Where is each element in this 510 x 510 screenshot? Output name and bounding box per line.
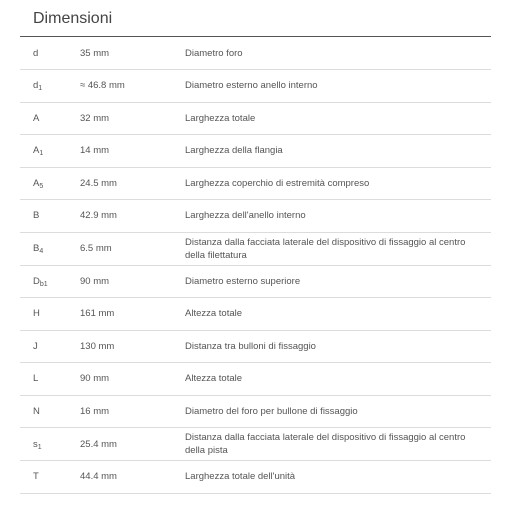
- dimension-symbol: [20, 232, 80, 265]
- dimension-value: 130 mm: [80, 330, 185, 363]
- dimensions-table: [20, 37, 491, 494]
- table-row: [20, 298, 491, 331]
- symbol-letter: J: [33, 340, 38, 352]
- table-row: [20, 363, 491, 396]
- dimension-symbol: [20, 428, 80, 461]
- symbol-letter: N: [33, 405, 40, 417]
- dimension-symbol: [20, 395, 80, 428]
- table-row: [20, 135, 491, 168]
- dimension-value: 25.4 mm: [80, 428, 185, 461]
- dimension-value: 6.5 mm: [80, 232, 185, 265]
- table-row: [20, 232, 491, 265]
- dimension-value: 90 mm: [80, 265, 185, 298]
- symbol-letter: s: [33, 438, 38, 450]
- dimension-value: 32 mm: [80, 102, 185, 135]
- table-row: [20, 102, 491, 135]
- symbol-letter: B: [33, 210, 40, 222]
- symbol-letter: B: [33, 243, 40, 254]
- dimension-description: Larghezza dell'anello interno: [185, 200, 491, 233]
- dimension-description: Altezza totale: [185, 298, 491, 331]
- dimension-value: 161 mm: [80, 298, 185, 331]
- table-row: [20, 200, 491, 233]
- dimension-description: Diametro del foro per bullone di fissaggio: [185, 395, 491, 428]
- dimension-symbol: [20, 167, 80, 200]
- dimension-symbol: [20, 70, 80, 103]
- table-row: [20, 37, 491, 70]
- symbol-subscript: b1: [39, 280, 48, 288]
- dimension-symbol: [20, 461, 80, 494]
- table-row: [20, 428, 491, 461]
- dimension-symbol: [20, 200, 80, 233]
- dimension-value: 90 mm: [80, 363, 185, 396]
- dimension-symbol: [20, 102, 80, 135]
- dimension-value: 24.5 mm: [80, 167, 185, 200]
- table-row: [20, 461, 491, 494]
- dimension-symbol: [20, 265, 80, 298]
- table-row: [20, 70, 491, 103]
- dimension-value: 16 mm: [80, 395, 185, 428]
- symbol-letter: d: [33, 47, 39, 59]
- dimension-description: Distanza dalla facciata laterale del dispositivo di fissaggio al centro della filettatura: [185, 232, 491, 265]
- symbol-letter: d: [33, 80, 39, 92]
- symbol-subscript: 1: [37, 443, 42, 451]
- dimension-value: 44.4 mm: [80, 461, 185, 494]
- dimension-value: 42.9 mm: [80, 200, 185, 233]
- dimension-description: Diametro esterno anello interno: [185, 70, 491, 103]
- dimension-description: Diametro esterno superiore: [185, 265, 491, 298]
- symbol-subscript: 1: [39, 150, 44, 158]
- dimension-description: Altezza totale: [185, 363, 491, 396]
- table-row: [20, 265, 491, 298]
- dimension-description: Larghezza della flangia: [185, 135, 491, 168]
- dimension-description: Larghezza totale dell'unità: [185, 461, 491, 494]
- dimension-value: ≈ 46.8 mm: [80, 70, 185, 103]
- dimension-symbol: [20, 37, 80, 70]
- dimension-symbol: [20, 135, 80, 168]
- dimension-symbol: [20, 330, 80, 363]
- dimension-symbol: [20, 363, 80, 396]
- dimension-description: Diametro foro: [185, 37, 491, 70]
- symbol-letter: L: [33, 373, 39, 385]
- table-row: [20, 395, 491, 428]
- symbol-subscript: 4: [39, 248, 44, 255]
- section-title: Dimensioni: [33, 10, 113, 27]
- symbol-subscript: 1: [38, 85, 43, 93]
- symbol-letter: A: [33, 177, 40, 189]
- symbol-letter: D: [33, 275, 40, 287]
- dimension-description: Larghezza coperchio di estremità compreso: [185, 167, 491, 200]
- dimension-description: Distanza tra bulloni di fissaggio: [185, 330, 491, 363]
- dimension-symbol: [20, 298, 80, 331]
- dimension-value: 14 mm: [80, 135, 185, 168]
- symbol-letter: A: [33, 145, 40, 157]
- symbol-letter: T: [33, 471, 39, 483]
- dimension-description: Distanza dalla facciata laterale del dispositivo di fissaggio al centro della pista: [185, 428, 491, 461]
- table-row: [20, 167, 491, 200]
- symbol-subscript: 5: [39, 182, 44, 190]
- dimension-value: 35 mm: [80, 37, 185, 70]
- dimensions-table-body: [20, 37, 491, 493]
- table-row: [20, 330, 491, 363]
- symbol-letter: H: [33, 308, 40, 320]
- dimension-description: Larghezza totale: [185, 102, 491, 135]
- symbol-letter: A: [33, 112, 40, 124]
